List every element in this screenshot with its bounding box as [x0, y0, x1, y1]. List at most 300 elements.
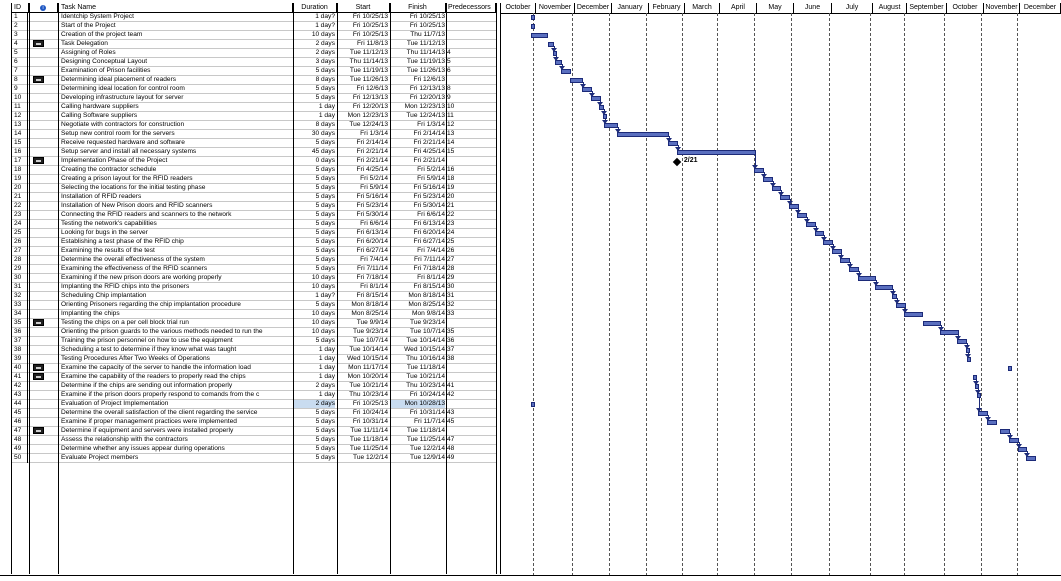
task-bar[interactable]	[923, 321, 941, 326]
task-finish[interactable]: Fri 7/11/14	[413, 256, 445, 263]
task-bar[interactable]	[1008, 366, 1012, 371]
task-start[interactable]: Tue 9/9/14	[356, 319, 388, 326]
task-name[interactable]: Installation of RFID readers	[61, 193, 142, 200]
task-duration[interactable]: 2 days	[315, 40, 335, 47]
task-start[interactable]: Tue 11/25/14	[349, 445, 388, 452]
dependency-arrow	[597, 102, 603, 106]
task-duration[interactable]: 3 days	[315, 58, 335, 65]
task-bar[interactable]	[531, 15, 535, 20]
task-start[interactable]: Fri 10/25/13	[352, 13, 388, 20]
task-name[interactable]: Determining ideal location for control room	[61, 85, 185, 92]
task-start[interactable]: Tue 12/24/13	[349, 121, 388, 128]
task-finish[interactable]: Mon 12/23/13	[404, 103, 445, 110]
task-finish[interactable]: Thu 10/23/14	[406, 382, 445, 389]
dependency-arrow	[975, 390, 981, 394]
task-duration[interactable]: 5 days	[315, 427, 335, 434]
task-finish[interactable]: Tue 11/25/14	[406, 436, 445, 443]
task-duration[interactable]: 8 days	[315, 76, 335, 83]
timescale-gridline	[791, 13, 792, 576]
task-id: 2	[11, 22, 28, 31]
task-finish[interactable]: Mon 8/18/14	[408, 292, 445, 299]
task-name[interactable]: Negotiate with contractors for construction	[61, 121, 185, 128]
task-start[interactable]: Thu 10/23/14	[349, 391, 388, 398]
task-name[interactable]: Examine the capacity of the server to handle the information load	[61, 364, 251, 371]
task-start[interactable]: Tue 11/12/13	[349, 49, 388, 56]
task-start[interactable]: Thu 11/14/13	[349, 58, 388, 65]
task-finish[interactable]: Mon 8/25/14	[408, 301, 445, 308]
task-start[interactable]: Fri 8/15/14	[356, 292, 388, 299]
task-duration[interactable]: 5 days	[315, 418, 335, 425]
task-duration[interactable]: 1 day	[318, 364, 335, 371]
task-predecessors[interactable]: 38	[447, 355, 455, 362]
task-id: 43	[11, 391, 28, 400]
task-name[interactable]: Setup server and install all necessary systems	[61, 148, 197, 155]
task-start[interactable]: Fri 4/25/14	[356, 166, 388, 173]
task-name[interactable]: Receive requested hardware and software	[61, 139, 185, 146]
task-duration[interactable]: 10 days	[311, 319, 335, 326]
task-finish[interactable]: Fri 10/31/14	[409, 409, 445, 416]
info-icon: i	[40, 5, 46, 11]
task-duration[interactable]: 5 days	[315, 184, 335, 191]
task-predecessors[interactable]: 29	[447, 274, 455, 281]
task-start[interactable]: Fri 5/2/14	[360, 175, 388, 182]
task-finish[interactable]: Fri 6/20/14	[413, 229, 445, 236]
task-name[interactable]: Creating a prison layout for the RFID readers	[61, 175, 193, 182]
task-predecessors[interactable]: 35	[447, 328, 455, 335]
task-name[interactable]: Determining ideal placement of readers	[61, 76, 177, 83]
task-start[interactable]: Tue 12/2/14	[353, 454, 388, 461]
task-bar[interactable]	[531, 402, 536, 407]
task-name[interactable]: Examination of Prison facilities	[61, 67, 151, 74]
task-duration[interactable]: 1 day?	[315, 292, 335, 299]
dependency-arrow	[965, 354, 971, 358]
task-predecessors[interactable]: 41	[447, 382, 455, 389]
task-duration[interactable]: 10 days	[311, 31, 335, 38]
task-finish[interactable]: Tue 11/18/14	[406, 427, 445, 434]
task-id: 35	[11, 319, 28, 328]
task-start[interactable]: Fri 2/21/14	[356, 157, 388, 164]
task-duration[interactable]: 2 days	[293, 400, 335, 408]
task-duration[interactable]: 5 days	[315, 175, 335, 182]
task-finish[interactable]: Fri 12/6/13	[413, 76, 445, 83]
task-start[interactable]: Fri 5/9/14	[360, 184, 388, 191]
task-start[interactable]: Tue 10/21/14	[349, 382, 388, 389]
task-name[interactable]: Setup new control room for the servers	[61, 130, 175, 137]
task-duration[interactable]: 5 days	[315, 139, 335, 146]
task-start[interactable]: Fri 12/13/13	[352, 94, 388, 101]
dependency-arrow	[964, 345, 970, 349]
task-finish[interactable]: Mon 9/8/14	[412, 310, 445, 317]
col-header-duration[interactable]: Duration	[293, 3, 337, 12]
task-id: 5	[11, 49, 28, 58]
task-name[interactable]: Assigning of Roles	[61, 49, 116, 56]
task-duration[interactable]: 1 day	[318, 373, 335, 380]
task-finish[interactable]: Fri 5/2/14	[417, 166, 445, 173]
task-predecessors[interactable]: 13	[447, 130, 455, 137]
task-id: 10	[11, 94, 28, 103]
task-name[interactable]: Implementation Phase of the Project	[61, 157, 168, 164]
task-finish[interactable]: Tue 11/26/13	[406, 67, 445, 74]
task-start[interactable]: Fri 8/1/14	[360, 283, 388, 290]
task-name[interactable]: Orienting Prisoners regarding the chip implantation procedure	[61, 301, 241, 308]
task-finish[interactable]: Tue 11/18/14	[406, 364, 445, 371]
task-predecessors[interactable]: 28	[447, 265, 455, 272]
task-start[interactable]: Tue 10/7/14	[353, 337, 388, 344]
task-id: 46	[11, 418, 28, 427]
task-id: 50	[11, 454, 28, 463]
task-start[interactable]: Fri 6/13/14	[356, 229, 388, 236]
task-name[interactable]: Task Delegation	[61, 40, 108, 47]
task-finish[interactable]: Fri 8/1/14	[417, 274, 445, 281]
timescale-month: October	[947, 3, 984, 13]
task-duration[interactable]: 10 days	[311, 310, 335, 317]
task-predecessors[interactable]: 48	[447, 445, 455, 452]
task-bar[interactable]	[570, 78, 584, 83]
task-duration[interactable]: 1 day	[318, 391, 335, 398]
task-finish[interactable]: Fri 12/13/13	[409, 85, 445, 92]
task-start[interactable]: Fri 2/21/14	[356, 148, 388, 155]
dependency-arrow	[675, 147, 681, 151]
dependency-arrow	[1024, 453, 1030, 457]
task-finish[interactable]: Fri 6/13/14	[413, 220, 445, 227]
task-predecessors[interactable]: 36	[447, 337, 455, 344]
task-finish[interactable]: Tue 10/14/14	[406, 337, 445, 344]
task-finish[interactable]: Tue 10/21/14	[406, 373, 445, 380]
task-predecessors[interactable]: 27	[447, 256, 455, 263]
timescale-month: October	[501, 3, 536, 13]
timescale-gridline	[981, 13, 982, 576]
task-name[interactable]: Creation of the project team	[61, 31, 143, 38]
task-id: 40	[11, 364, 28, 373]
task-duration[interactable]: 5 days	[315, 202, 335, 209]
task-start[interactable]: Wed 10/15/14	[347, 355, 388, 362]
task-duration[interactable]: 5 days	[315, 220, 335, 227]
task-duration[interactable]: 8 days	[315, 121, 335, 128]
task-duration[interactable]: 1 day?	[315, 13, 335, 20]
col-header-finish[interactable]: Finish	[390, 3, 446, 12]
task-id: 14	[11, 130, 28, 139]
timescale-month: July	[832, 3, 873, 13]
task-predecessors[interactable]: 25	[447, 238, 455, 245]
task-start[interactable]: Fri 10/25/13	[352, 400, 388, 407]
task-duration[interactable]: 0 days	[315, 157, 335, 164]
task-finish[interactable]: Tue 12/24/13	[406, 112, 445, 119]
task-duration[interactable]: 10 days	[311, 328, 335, 335]
task-duration[interactable]: 1 day	[318, 346, 335, 353]
task-name[interactable]: Examine if proper management practices were implemented	[61, 418, 237, 425]
task-finish[interactable]: Thu 10/16/14	[406, 355, 445, 362]
task-name[interactable]: Installation of New Prison doors and RFID scanners	[61, 202, 213, 209]
task-predecessors[interactable]: 19	[447, 184, 455, 191]
task-name[interactable]: Looking for bugs in the server	[61, 229, 148, 236]
task-predecessors[interactable]: 30	[447, 283, 455, 290]
task-name[interactable]: Evaluate Project members	[61, 454, 139, 461]
task-predecessors[interactable]: 12	[447, 121, 455, 128]
task-predecessors[interactable]: 4	[447, 49, 451, 56]
task-start[interactable]: Fri 10/24/14	[352, 409, 388, 416]
task-name[interactable]: Assess the relationship with the contractors	[61, 436, 188, 443]
task-start[interactable]: Fri 7/18/14	[356, 274, 388, 281]
task-duration[interactable]: 10 days	[311, 274, 335, 281]
task-finish[interactable]: Fri 5/30/14	[413, 202, 445, 209]
task-duration[interactable]: 5 days	[315, 301, 335, 308]
task-start[interactable]: Tue 10/14/14	[349, 346, 388, 353]
task-finish[interactable]: Fri 2/21/14	[413, 139, 445, 146]
task-finish[interactable]: Fri 6/27/14	[413, 238, 445, 245]
dependency-arrow	[976, 408, 982, 412]
task-finish[interactable]: Fri 10/25/13	[409, 22, 445, 29]
task-start[interactable]: Fri 7/4/14	[360, 256, 388, 263]
task-name[interactable]: Orienting the prison guards to the various methods needed to run the	[61, 328, 263, 335]
task-bar[interactable]	[677, 150, 756, 155]
task-start[interactable]: Fri 10/31/14	[352, 418, 388, 425]
dependency-arrow	[830, 246, 836, 250]
timescale-gridline	[609, 13, 610, 576]
task-name[interactable]: Designing Conceptual Layout	[61, 58, 148, 65]
task-name[interactable]: Examining the effectiveness of the RFID scanners	[61, 265, 208, 272]
task-finish[interactable]: Thu 11/14/13	[406, 49, 445, 56]
task-start[interactable]: Tue 11/19/13	[349, 67, 388, 74]
task-start[interactable]: Tue 11/11/14	[350, 427, 388, 434]
task-predecessors[interactable]: 49	[447, 454, 455, 461]
task-finish[interactable]: Fri 5/16/14	[413, 184, 445, 191]
task-name[interactable]: Training the prison personnel on how to use the equipment	[61, 337, 233, 344]
task-duration[interactable]: 5 days	[315, 67, 335, 74]
task-predecessors[interactable]: 42	[447, 391, 455, 398]
task-finish[interactable]: Fri 7/4/14	[417, 247, 445, 254]
task-finish[interactable]: Fri 12/20/13	[409, 94, 445, 101]
task-predecessors[interactable]: 9	[447, 94, 451, 101]
task-name[interactable]: Determine the overall effectiveness of the system	[61, 256, 205, 263]
task-start[interactable]: Tue 9/23/14	[353, 328, 388, 335]
milestone-diamond[interactable]	[673, 158, 681, 166]
task-predecessors[interactable]: 26	[447, 247, 455, 254]
task-duration[interactable]: 5 days	[315, 85, 335, 92]
task-finish[interactable]: Fri 7/18/14	[413, 265, 445, 272]
task-start[interactable]: Fri 7/11/14	[356, 265, 388, 272]
col-header-task-name[interactable]: Task Name	[58, 3, 293, 12]
task-predecessors[interactable]: 21	[447, 202, 455, 209]
col-header-id[interactable]: ID	[11, 3, 29, 12]
task-start[interactable]: Fri 2/14/14	[356, 139, 388, 146]
task-finish[interactable]: Mon 10/28/13	[390, 400, 445, 408]
col-header-start[interactable]: Start	[337, 3, 390, 12]
task-predecessors[interactable]: 23	[447, 220, 455, 227]
task-predecessors[interactable]: 18	[447, 175, 455, 182]
dependency-arrow	[902, 309, 908, 313]
task-duration[interactable]: 5 days	[315, 445, 335, 452]
task-start[interactable]: Mon 8/18/14	[351, 301, 388, 308]
task-duration[interactable]: 5 days	[315, 211, 335, 218]
task-predecessors[interactable]: 6	[447, 67, 451, 74]
task-bar[interactable]	[1000, 429, 1010, 434]
task-start[interactable]: Tue 11/26/13	[349, 76, 388, 83]
task-finish[interactable]: Fri 8/15/14	[413, 283, 445, 290]
task-duration[interactable]: 5 days	[315, 247, 335, 254]
timescale-month: December	[1020, 3, 1061, 13]
task-finish[interactable]: Fri 4/25/14	[413, 148, 445, 155]
task-finish[interactable]: Thu 11/7/13	[410, 31, 445, 38]
task-predecessors[interactable]: 31	[447, 292, 455, 299]
task-start[interactable]: Fri 11/8/13	[356, 40, 388, 47]
task-name[interactable]: Testing the network's capabilities	[61, 220, 157, 227]
task-predecessors[interactable]: 11	[447, 112, 454, 119]
task-name[interactable]: Examine the capability of the readers to properly read the chips	[61, 373, 246, 380]
task-finish[interactable]: Wed 10/15/14	[404, 346, 445, 353]
task-duration[interactable]: 30 days	[311, 130, 335, 137]
task-name[interactable]: Calling Software suppliers	[61, 112, 138, 119]
task-start[interactable]: Mon 8/25/14	[351, 310, 388, 317]
task-predecessors[interactable]: 8	[447, 85, 451, 92]
task-predecessors[interactable]: 45	[447, 418, 455, 425]
task-duration[interactable]: 5 days	[315, 409, 335, 416]
dependency-arrow	[795, 210, 801, 214]
task-id: 41	[11, 373, 28, 382]
dependency-arrow	[821, 237, 827, 241]
task-predecessors[interactable]: 47	[447, 436, 455, 443]
task-predecessors[interactable]: 32	[447, 301, 455, 308]
task-id: 37	[11, 337, 28, 346]
task-id: 42	[11, 382, 28, 391]
task-duration[interactable]: 5 days	[315, 337, 335, 344]
task-duration[interactable]: 2 days	[315, 382, 335, 389]
task-start[interactable]: Fri 5/23/14	[356, 202, 388, 209]
task-predecessors[interactable]: 33	[447, 310, 455, 317]
task-finish[interactable]: Tue 9/23/14	[410, 319, 445, 326]
view-bottom-border	[0, 575, 1061, 576]
task-name[interactable]: Evaluation of Project Implementation	[61, 400, 169, 407]
task-predecessors[interactable]: 14	[447, 139, 455, 146]
task-start[interactable]: Fri 12/20/13	[352, 103, 388, 110]
task-name[interactable]: Testing Procedures After Two Weeks of Operations	[61, 355, 210, 362]
task-name[interactable]: Start of the Project	[61, 22, 116, 29]
task-start[interactable]: Fri 5/16/14	[356, 193, 388, 200]
dependency-arrow	[589, 93, 595, 97]
col-header-predecessors[interactable]: Predecessors	[446, 3, 496, 12]
dependency-arrow	[601, 111, 607, 115]
task-duration[interactable]: 1 day?	[315, 22, 335, 29]
task-duration[interactable]: 45 days	[311, 148, 335, 155]
task-finish[interactable]: Fri 1/3/14	[417, 121, 445, 128]
dependency-arrow	[856, 273, 862, 277]
task-duration[interactable]: 1 day	[318, 112, 335, 119]
task-start[interactable]: Mon 10/20/14	[347, 373, 388, 380]
task-id: 15	[11, 139, 28, 148]
task-finish[interactable]: Fri 5/9/14	[417, 175, 445, 182]
task-name[interactable]: Determine the overall satisfaction of the client regarding the service	[61, 409, 258, 416]
task-finish[interactable]: Fri 10/25/13	[409, 13, 445, 20]
task-duration[interactable]: 5 days	[315, 94, 335, 101]
task-start[interactable]: Mon 12/23/13	[347, 112, 388, 119]
task-name[interactable]: Developing infrastructure layout for server	[61, 94, 184, 101]
task-finish[interactable]: Tue 11/19/13	[406, 58, 445, 65]
task-predecessors[interactable]: 16	[447, 166, 455, 173]
task-duration[interactable]: 5 days	[315, 193, 335, 200]
task-id: 11	[11, 103, 28, 112]
task-name[interactable]: Examining if the new prison doors are working properly	[61, 274, 222, 281]
task-name[interactable]: Scheduling Chip implantation	[61, 292, 147, 299]
task-name[interactable]: Testing the chips on a per cell block trial run	[61, 319, 189, 326]
task-predecessors[interactable]: 22	[447, 211, 455, 218]
task-start[interactable]: Fri 1/3/14	[360, 130, 388, 137]
task-start[interactable]: Fri 6/27/14	[356, 247, 388, 254]
task-duration[interactable]: 1 day	[318, 355, 335, 362]
timescale-month: May	[757, 3, 794, 13]
task-name[interactable]: Identchip System Project	[61, 13, 134, 20]
task-start[interactable]: Fri 6/20/14	[356, 238, 388, 245]
task-name[interactable]: Establishing a test phase of the RFID chip	[61, 238, 184, 245]
task-predecessors[interactable]: 10	[447, 103, 455, 110]
task-start[interactable]: Fri 10/25/13	[352, 31, 388, 38]
task-duration[interactable]: 2 days	[315, 49, 335, 56]
task-start[interactable]: Mon 11/17/14	[348, 364, 388, 371]
task-duration[interactable]: 5 days	[315, 166, 335, 173]
task-start[interactable]: Fri 10/25/13	[352, 22, 388, 29]
task-bar[interactable]	[617, 132, 670, 137]
task-duration[interactable]: 1 day	[318, 103, 335, 110]
task-finish[interactable]: Tue 10/7/14	[410, 328, 445, 335]
task-finish[interactable]: Fri 6/6/14	[417, 211, 445, 218]
task-finish[interactable]: Fri 2/14/14	[413, 130, 445, 137]
task-finish[interactable]: Fri 2/21/14	[413, 157, 445, 164]
task-duration[interactable]: 10 days	[311, 283, 335, 290]
task-id: 17	[11, 157, 28, 166]
task-duration[interactable]: 5 days	[315, 454, 335, 461]
task-duration[interactable]: 5 days	[315, 436, 335, 443]
task-duration[interactable]: 5 days	[315, 256, 335, 263]
task-predecessors[interactable]: 20	[447, 193, 455, 200]
task-name[interactable]: Examining the results of the test	[61, 247, 155, 254]
task-bar[interactable]	[531, 33, 548, 38]
task-id: 31	[11, 283, 28, 292]
task-bar[interactable]	[531, 24, 535, 29]
task-duration[interactable]: 5 days	[315, 229, 335, 236]
task-start[interactable]: Tue 11/18/14	[349, 436, 388, 443]
task-finish[interactable]: Tue 12/9/14	[410, 454, 445, 461]
task-finish[interactable]: Fri 10/24/14	[409, 391, 445, 398]
task-duration[interactable]: 5 days	[315, 265, 335, 272]
task-id: 48	[11, 436, 28, 445]
task-id: 44	[11, 400, 28, 409]
dependency-arrow	[551, 48, 557, 52]
dependency-arrow	[985, 417, 991, 421]
task-predecessors[interactable]: 24	[447, 229, 455, 236]
task-name[interactable]: Selecting the locations for the initial testing phase	[61, 184, 206, 191]
task-name[interactable]: Implanting the chips	[61, 310, 120, 317]
task-name[interactable]: Implanting the RFID chips into the prisoners	[61, 283, 190, 290]
task-predecessors[interactable]: 5	[447, 58, 451, 65]
task-name[interactable]: Creating the contractor schedule	[61, 166, 157, 173]
task-predecessors[interactable]: 37	[447, 346, 455, 353]
task-name[interactable]: Calling hardware suppliers	[61, 103, 139, 110]
task-finish[interactable]: Tue 12/2/14	[410, 445, 445, 452]
task-name[interactable]: Determine if the chips are sending out information properly	[61, 382, 233, 389]
task-name[interactable]: Determine if equipment and servers were installed properly	[61, 427, 234, 434]
task-start[interactable]: Fri 6/6/14	[360, 220, 388, 227]
task-name[interactable]: Scheduling a test to determine if they know what was taught	[61, 346, 237, 353]
task-finish[interactable]: Fri 11/7/14	[413, 418, 445, 425]
task-predecessors[interactable]: 43	[447, 409, 455, 416]
task-name[interactable]: Determine whether any issues appear during operations	[61, 445, 225, 452]
task-finish[interactable]: Tue 11/12/13	[406, 40, 445, 47]
task-name[interactable]: Connecting the RFID readers and scanners to the network	[61, 211, 232, 218]
task-predecessors[interactable]: 15	[447, 148, 455, 155]
task-duration[interactable]: 5 days	[315, 238, 335, 245]
task-start[interactable]: Fri 12/6/13	[356, 85, 388, 92]
task-finish[interactable]: Fri 5/23/14	[413, 193, 445, 200]
task-start[interactable]: Fri 5/30/14	[356, 211, 388, 218]
task-name[interactable]: Examine if the prison doors properly respond to comands from the c	[61, 391, 260, 398]
